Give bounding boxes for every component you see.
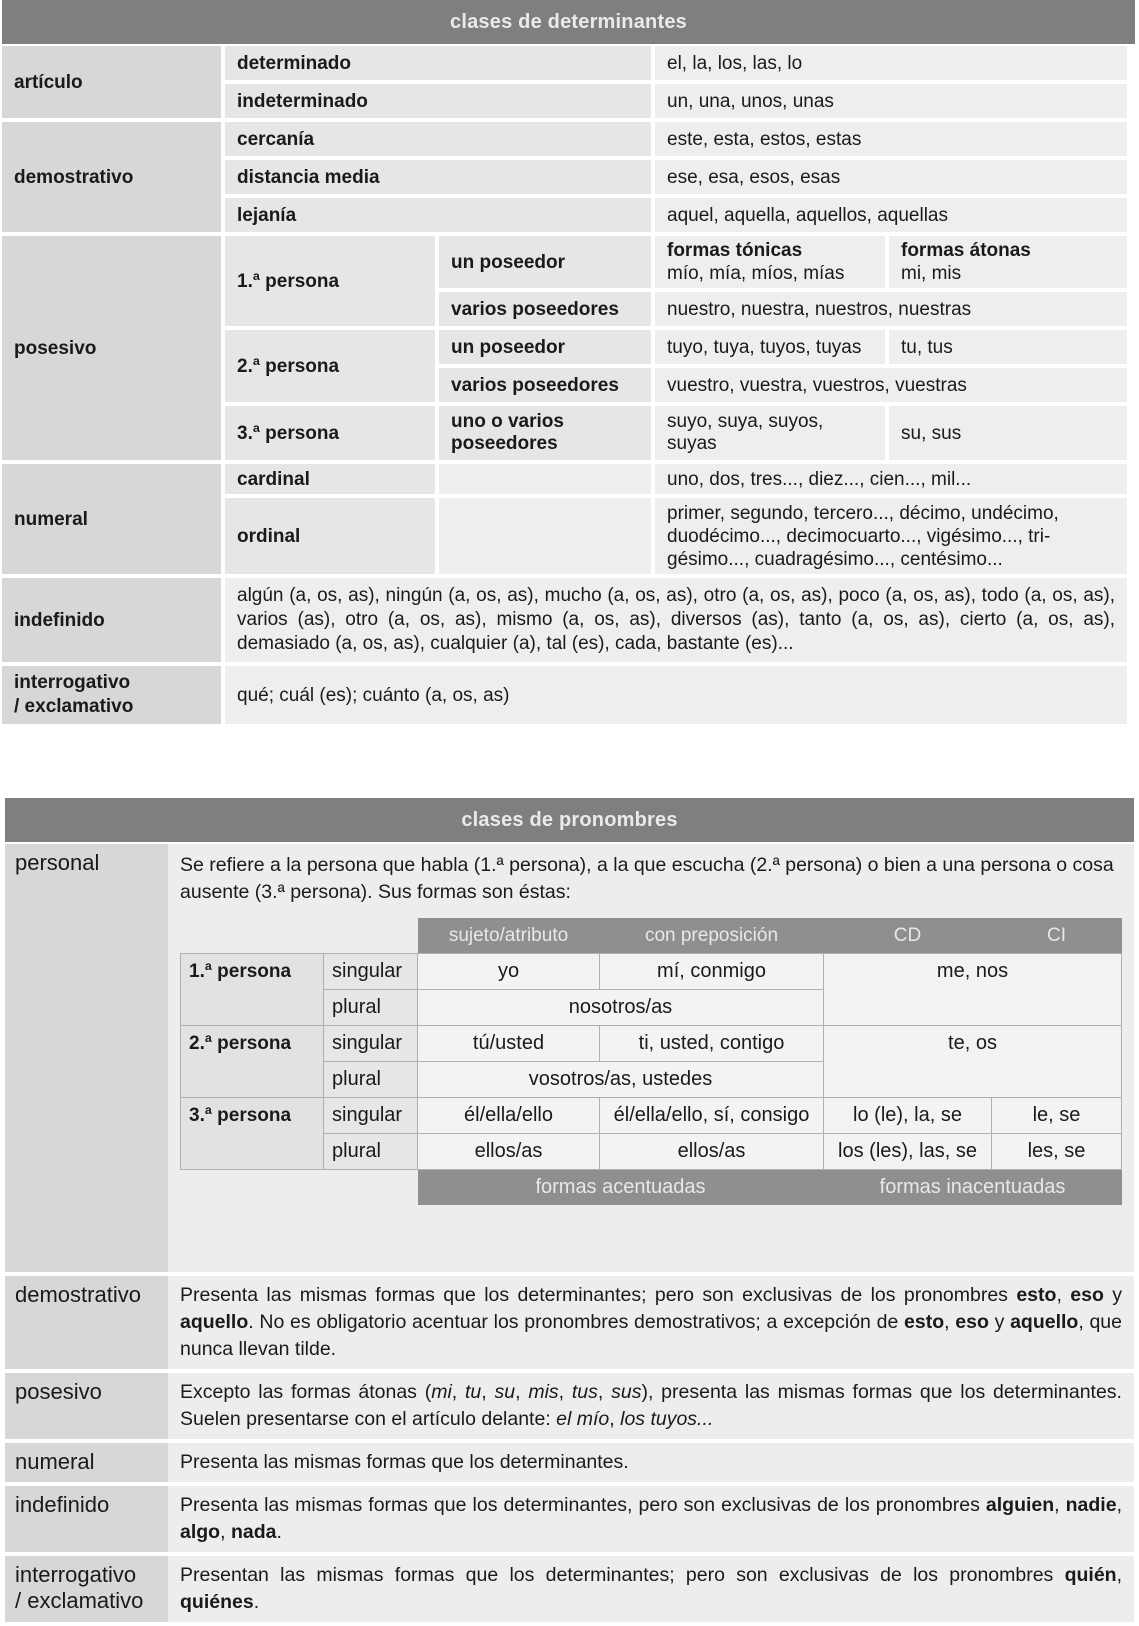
hdr-blank-2 — [324, 918, 418, 954]
hdr-blank-1 — [181, 918, 324, 954]
p3-tonicas-line2: suyas — [667, 433, 717, 454]
pcat-demostrativo: demostrativo — [5, 1276, 168, 1369]
pers-p1: 1.ª persona — [181, 954, 324, 1026]
ind-b4: nada — [230, 1521, 277, 1543]
pers-p2-singular: singular — [324, 1026, 418, 1062]
pers-p1-sg-prep: mí, conmigo — [600, 954, 824, 990]
pers-p3-sg-cd: lo (le), la, se — [824, 1098, 992, 1134]
pcat-indefinido: indefinido — [5, 1486, 168, 1552]
int-b1: quién — [1064, 1564, 1117, 1586]
pers-p3-pl-suj: ellos/as — [418, 1134, 600, 1170]
sub-determinado: determinado — [225, 46, 651, 80]
ind-c3: , — [220, 1521, 231, 1543]
sub-cercania: cercanía — [225, 122, 651, 156]
interrogativo-forms: qué; cuál (es); cuánto (a, os, as) — [225, 666, 1127, 724]
dem-t6: y — [988, 1311, 1011, 1333]
uno-o-varios-line2: poseedores — [451, 433, 558, 454]
uno-o-varios-line1: uno o varios — [451, 411, 564, 432]
cat-articulo: artículo — [2, 46, 221, 118]
dem-b3: aquello — [180, 1311, 249, 1333]
pers-p3-pl-cd: los (les), las, se — [824, 1134, 992, 1170]
pos-c1: , — [451, 1381, 466, 1403]
cat-numeral: numeral — [2, 464, 221, 574]
cat-interrogativo — [2, 666, 221, 724]
posesivo-p1-varios: varios poseedores — [439, 292, 651, 326]
posesivo-p1-tonicas — [655, 236, 885, 288]
ind-b2: nadie — [1065, 1494, 1117, 1516]
pcat-personal: personal — [5, 844, 168, 1272]
pos-t1: Excepto las formas átonas ( — [180, 1381, 432, 1403]
numeral-cardinal-blank — [439, 464, 651, 494]
determinantes-grid — [0, 42, 1131, 728]
dem-b5: eso — [955, 1311, 989, 1333]
interrogativo-line2: / exclamativo — [14, 696, 134, 717]
cat-indefinido: indefinido — [2, 578, 221, 662]
posesivo-p1-atonas-forms: mi, mis — [901, 263, 962, 284]
forms-cercania: este, esta, estos, estas — [655, 122, 1127, 156]
posesivo-p1-tonicas-forms: mío, mía, míos, mías — [667, 263, 845, 284]
interrogativo-line1: interrogativo — [14, 672, 131, 693]
int-t2: . — [253, 1591, 260, 1613]
p-interrogativo-line1: interrogativo — [15, 1562, 137, 1587]
int-c1: , — [1116, 1564, 1122, 1586]
ind-c2: , — [1116, 1494, 1122, 1516]
numeral-ordinal: ordinal — [225, 498, 435, 574]
hdr-cd: CD — [824, 918, 992, 954]
ftr-blank-1 — [181, 1170, 324, 1206]
posesivo-p2: 2.ª persona — [225, 330, 435, 402]
dem-b2: eso — [1070, 1284, 1104, 1306]
p3-tonicas-line1: suyo, suya, suyos, — [667, 411, 824, 432]
pers-p2-sg-suj: tú/usted — [418, 1026, 600, 1062]
ind-b3: algo — [180, 1521, 221, 1543]
pers-p3-plural: plural — [324, 1134, 418, 1170]
formas-tonicas-heading: formas tónicas — [667, 240, 803, 261]
pcat-numeral: numeral — [5, 1443, 168, 1482]
ind-t1: Presenta las mismas formas que los determinantes, pero son exclusivas de los pronombres — [180, 1494, 986, 1516]
pers-p3-singular: singular — [324, 1098, 418, 1134]
posesivo-p2-varios: varios poseedores — [439, 368, 651, 402]
ordinal-line3: gésimo..., cuadragésimo..., centésimo... — [667, 548, 1003, 570]
ind-c1: , — [1054, 1494, 1066, 1516]
sub-indeterminado: indeterminado — [225, 84, 651, 118]
hdr-sujeto: sujeto/atributo — [418, 918, 600, 954]
pers-p3-pl-ci: les, se — [992, 1134, 1122, 1170]
pers-p2-pl: vosotros/as, ustedes — [418, 1062, 824, 1098]
p-interrogativo-line2: / exclamativo — [15, 1588, 144, 1613]
posesivo-p3-uno-o-varios — [439, 406, 651, 460]
forms-lejania: aquel, aquella, aquellos, aquellas — [655, 198, 1127, 232]
posesivo-p3: 3.ª persona — [225, 406, 435, 460]
ind-t2: . — [276, 1521, 282, 1543]
formas-atonas-heading: formas átonas — [901, 240, 1031, 261]
pos-i4: mis — [528, 1381, 559, 1403]
pos-c3: , — [515, 1381, 529, 1403]
ind-b1: alguien — [985, 1494, 1055, 1516]
numeral-cardinal-forms: uno, dos, tres..., diez..., cien..., mil... — [655, 464, 1127, 494]
sub-distancia-media: distancia media — [225, 160, 651, 194]
pers-p3-sg-ci: le, se — [992, 1098, 1122, 1134]
pers-p2-plural: plural — [324, 1062, 418, 1098]
interrogativo-desc — [168, 1556, 1134, 1622]
pos-c5: , — [597, 1381, 612, 1403]
pos-i2: tu — [465, 1381, 482, 1403]
pos-i5: tus — [571, 1381, 598, 1403]
pcat-posesivo: posesivo — [5, 1373, 168, 1439]
pers-p1-cdci: me, nos — [824, 954, 1122, 1026]
pers-p3-sg-prep: él/ella/ello, sí, consigo — [600, 1098, 824, 1134]
determinantes-table — [0, 0, 1139, 752]
forms-determinado: el, la, los, las, lo — [655, 46, 1127, 80]
pers-p3-pl-prep: ellos/as — [600, 1134, 824, 1170]
pers-p1-sg-suj: yo — [418, 954, 600, 990]
pronombres-grid — [5, 840, 1134, 1626]
pronombres-table — [0, 798, 1139, 1613]
dem-b1: esto — [1016, 1284, 1057, 1306]
pos-i8: los tuyos... — [620, 1408, 714, 1430]
pcat-interrogativo — [5, 1556, 168, 1622]
dem-t7: , que nunca llevan tilde. — [180, 1311, 1122, 1360]
pos-c4: , — [558, 1381, 572, 1403]
dem-b6: aquello — [1010, 1311, 1079, 1333]
posesivo-p3-tonicas — [655, 406, 885, 460]
posesivo-p2-tonicas: tuyo, tuya, tuyos, tuyas — [655, 330, 885, 364]
indefinido-desc — [168, 1486, 1134, 1552]
pers-p3: 3.ª persona — [181, 1098, 324, 1170]
dem-t2: , — [1056, 1284, 1071, 1306]
ftr-blank-2 — [324, 1170, 418, 1206]
numeral-desc: Presenta las mismas formas que los determinantes. — [168, 1443, 1134, 1482]
ordinal-line1: primer, segundo, tercero..., décimo, undécimo, — [667, 502, 1059, 524]
pronombres-title: clases de pronombres — [5, 798, 1134, 842]
posesivo-p3-atonas: su, sus — [889, 406, 1127, 460]
posesivo-p2-atonas: tu, tus — [889, 330, 1127, 364]
numeral-ordinal-blank — [439, 498, 651, 574]
pos-i3: su — [494, 1381, 516, 1403]
dem-t1: Presenta las mismas formas que los determinantes; pero son exclusivas de los pronombres — [180, 1284, 1017, 1306]
pos-i7: el mío — [556, 1408, 610, 1430]
hdr-preposicion: con preposición — [600, 918, 824, 954]
int-b2: quiénes — [180, 1591, 254, 1613]
posesivo-p2-varios-forms: vuestro, vuestra, vuestros, vuestras — [655, 368, 1127, 402]
dem-t5: , — [944, 1311, 956, 1333]
pos-t2: ), presenta las mismas formas que los determinantes. Suelen presentarse con el artículo delante: — [180, 1381, 1122, 1430]
pers-p3-sg-suj: él/ella/ello — [418, 1098, 600, 1134]
numeral-ordinal-forms — [655, 498, 1127, 574]
int-t1: Presentan las mismas formas que los determinantes; pero son exclusivas de los pronombres — [180, 1564, 1065, 1586]
dem-b4: esto — [904, 1311, 945, 1333]
pers-p1-pl: nosotros/as — [418, 990, 824, 1026]
pos-c6: , — [609, 1408, 621, 1430]
pers-p2-cdci: te, os — [824, 1026, 1122, 1098]
determinantes-title: clases de determinantes — [2, 0, 1135, 44]
personal-desc-cell — [168, 844, 1134, 1272]
pers-p2-sg-prep: ti, usted, contigo — [600, 1026, 824, 1062]
dem-t4: . No es obligatorio acentuar los pronombres demostrativos; a excepción de — [248, 1311, 905, 1333]
personal-desc: Se refiere a la persona que habla (1.ª persona), a la que escucha (2.ª persona) o bien a una persona o cosa ausente (3.ª persona). Sus formas son éstas: — [180, 854, 1114, 903]
numeral-cardinal: cardinal — [225, 464, 435, 494]
posesivo-p1-atonas — [889, 236, 1127, 288]
posesivo-p1: 1.ª persona — [225, 236, 435, 326]
posesivo-desc — [168, 1373, 1134, 1439]
posesivo-p1-un-poseedor: un poseedor — [439, 236, 651, 288]
cat-posesivo: posesivo — [2, 236, 221, 460]
dem-t3: y — [1103, 1284, 1122, 1306]
pers-p1-singular: singular — [324, 954, 418, 990]
posesivo-p2-un-poseedor: un poseedor — [439, 330, 651, 364]
forms-distancia-media: ese, esa, esos, esas — [655, 160, 1127, 194]
ftr-acentuadas: formas acentuadas — [418, 1170, 824, 1206]
posesivo-p1-varios-forms: nuestro, nuestra, nuestros, nuestras — [655, 292, 1127, 326]
pos-i6: sus — [611, 1381, 642, 1403]
pers-p2: 2.ª persona — [181, 1026, 324, 1098]
sub-lejania: lejanía — [225, 198, 651, 232]
cat-demostrativo: demostrativo — [2, 122, 221, 232]
hdr-ci: CI — [992, 918, 1122, 954]
forms-indeterminado: un, una, unos, unas — [655, 84, 1127, 118]
ftr-inacentuadas: formas inacentuadas — [824, 1170, 1122, 1206]
pos-c2: , — [481, 1381, 495, 1403]
ordinal-line2: duodécimo..., decimocuarto..., vigésimo..., tri- — [667, 525, 1051, 547]
indefinido-forms: algún (a, os, as), ningún (a, os, as), mucho (a, os, as), otro (a, os, as), poco (a, os, as), todo (a, os, as), varios (as), otro (a, os, as), mismo (a, os, as), diversos (as), tanto (a, os, as), cierto (a, os, as), demasiado (a, os, as), cualquier (a), tal (es), cada, bastante (es)... — [225, 578, 1127, 662]
personal-forms-table — [180, 918, 1122, 1205]
pers-p1-plural: plural — [324, 990, 418, 1026]
demostrativo-desc — [168, 1276, 1134, 1369]
pos-i1: mi — [431, 1381, 452, 1403]
